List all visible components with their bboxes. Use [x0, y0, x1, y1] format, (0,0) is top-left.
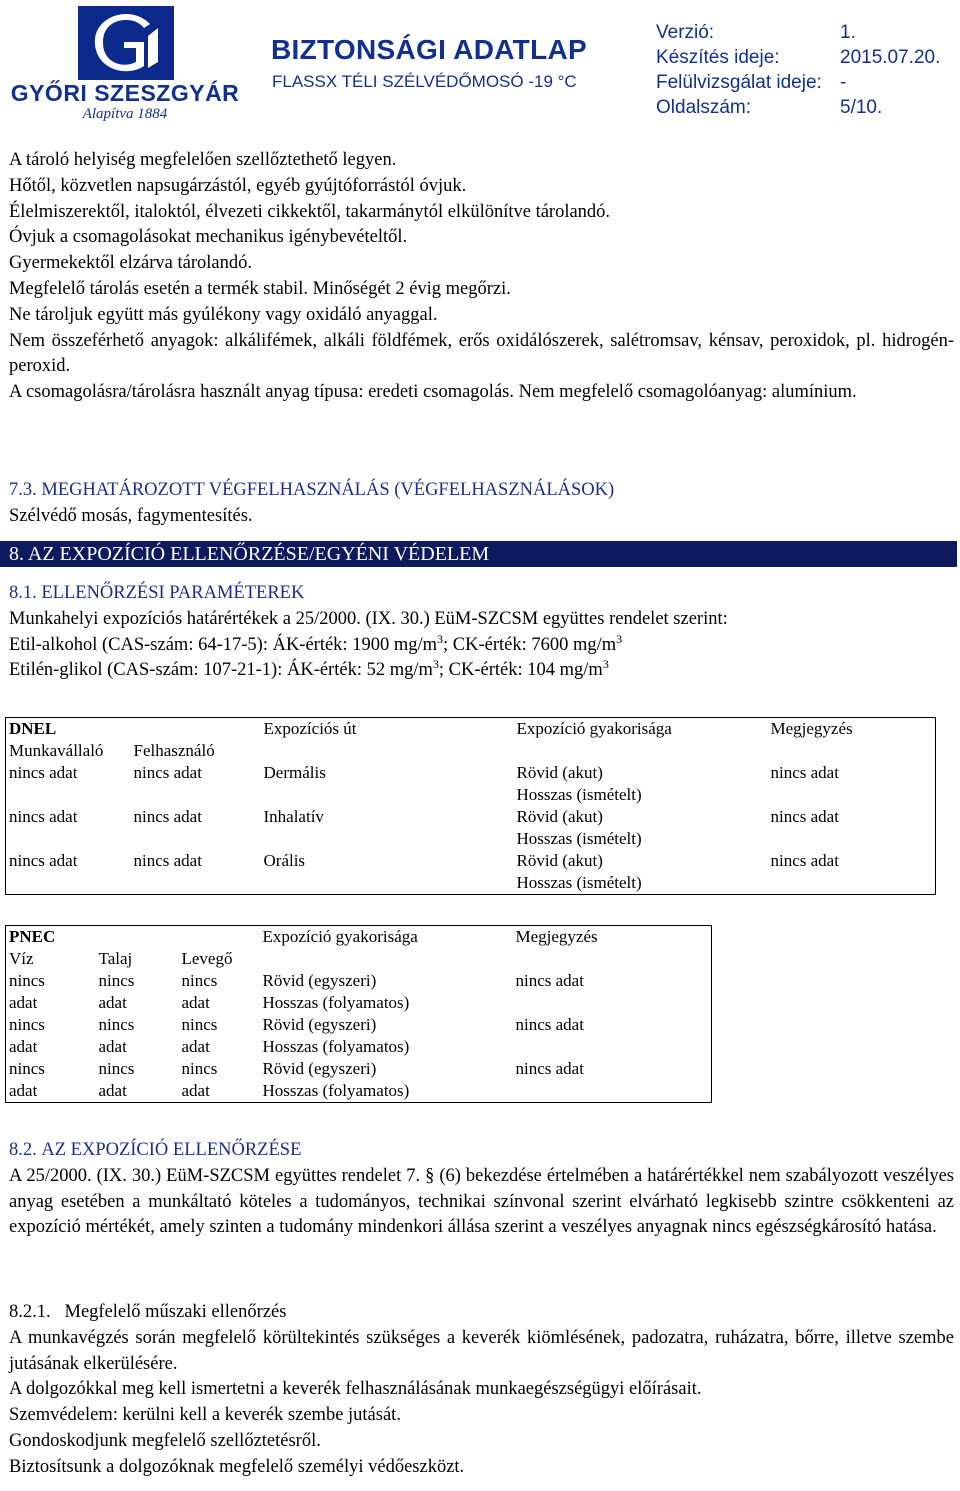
meta-revised: Felülvizsgálat ideje: - — [656, 72, 847, 93]
table-cell: nincs adat — [181, 1059, 218, 1100]
product-name: FLASSX TÉLI SZÉLVÉDŐMOSÓ -19 °C — [272, 72, 577, 91]
table-cell: Dermális — [263, 763, 326, 782]
table-cell: nincs adat — [770, 763, 839, 782]
logo-tagline: Alapítva 1884 — [82, 106, 168, 122]
table-cell: Inhalatív — [263, 807, 324, 826]
meta-created: Készítés ideje: 2015.07.20. — [656, 47, 941, 68]
engineering-control-line: Szemvédelem: kerülni kell a keverék szembe jutását. — [9, 1405, 401, 1426]
glycol-limits: Etilén-glikol (CAS-szám: 107-21-1): ÁK-érték: 52 $mg/m^3$; CK-érték: 104 $mg/m^3$ — [9, 657, 609, 681]
storage-line: Gyermekektől elzárva tárolandó. — [9, 253, 252, 274]
table-row — [6, 1014, 712, 1058]
storage-line: Megfelelő tárolás esetén a termék stabil. Minőségét 2 évig megőrzi. — [9, 278, 511, 299]
section-8-2-1-heading: 8.2.1. Megfelelő műszaki ellenőrzés — [9, 1302, 287, 1322]
dnel-table — [5, 717, 936, 895]
table-cell: nincs adat — [9, 1059, 45, 1100]
exposure-limits-intro: Munkahelyi expozíciós határértékek a 25/2000. (IX. 30.) EüM-SZCSM együttes rendelet szerint: — [9, 608, 728, 629]
dnel-header: DNEL — [9, 719, 57, 738]
table-cell: nincs adat — [9, 1015, 45, 1056]
soil-header: Talaj — [98, 949, 133, 968]
table-row — [6, 970, 712, 1014]
table-header-row — [6, 926, 712, 949]
air-header: Levegő — [181, 949, 233, 968]
table-cell: nincs adat — [770, 851, 839, 870]
table-cell: Rövid (egyszeri) Hosszas (folyamatos) — [262, 971, 410, 1012]
frequency-header: Expozíció gyakorisága — [262, 927, 418, 946]
table-cell: nincs adat — [98, 1015, 135, 1056]
logo-name: GYŐRI SZESZGYÁR — [10, 80, 240, 106]
section-8-2-heading: 8.2. AZ EXPOZÍCIÓ ELLENŐRZÉSE — [9, 1140, 302, 1160]
table-cell: Rövid (akut) Hosszas (ismételt) — [516, 807, 642, 848]
table-cell: nincs adat — [9, 763, 78, 782]
section-8-2 — [9, 1138, 954, 1241]
worker-header: Munkavállaló — [9, 741, 104, 760]
table-cell: Rövid (akut) Hosszas (ismételt) — [516, 851, 642, 892]
table-row — [6, 762, 936, 806]
storage-line: Óvjuk a csomagolásokat mechanikus igénybevételtől. — [9, 227, 408, 248]
meta-page: Oldalszám: 5/10. — [656, 97, 883, 118]
table-cell: Rövid (egyszeri) Hosszas (folyamatos) — [262, 1059, 410, 1100]
table-cell: nincs adat — [181, 1015, 218, 1056]
storage-line: Ne tároljuk együtt más gyúlékony vagy oxidáló anyaggal. — [9, 304, 438, 325]
section-8-1 — [9, 581, 954, 684]
section-7-3-heading: 7.3. MEGHATÁROZOTT VÉGFELHASZNÁLÁS (VÉGFELHASZNÁLÁSOK) — [9, 480, 615, 500]
logo-emblem-icon — [78, 6, 174, 80]
table-row — [6, 1058, 712, 1103]
table-cell: nincs adat — [9, 851, 78, 870]
table-cell: Rövid (akut) Hosszas (ismételt) — [516, 763, 642, 804]
engineering-control-line: Gondoskodjunk megfelelő szellőztetésről. — [9, 1430, 321, 1451]
storage-line: Hőtől, közvetlen napsugárzástól, egyéb gyújtóforrástól óvjuk. — [9, 175, 467, 196]
table-cell: nincs adat — [770, 807, 839, 826]
table-cell: Rövid (egyszeri) Hosszas (folyamatos) — [262, 1015, 410, 1056]
company-logo — [0, 0, 250, 128]
table-cell: nincs adat — [515, 1015, 584, 1034]
note-header: Megjegyzés — [515, 927, 598, 946]
section-8-1-heading: 8.1. ELLENŐRZÉSI PARAMÉTEREK — [9, 583, 305, 603]
pnec-header: PNEC — [9, 927, 56, 946]
storage-conditions — [9, 148, 954, 406]
table-cell: Orális — [263, 851, 306, 870]
pnec-table — [5, 925, 712, 1103]
table-subheader-row — [6, 948, 712, 970]
engineering-control-line: Biztosítsunk a dolgozóknak megfelelő személyi védőeszközt. — [9, 1456, 465, 1477]
table-row — [6, 806, 936, 850]
water-header: Víz — [9, 949, 34, 968]
section-7-3 — [9, 478, 954, 530]
table-cell: nincs adat — [133, 851, 202, 870]
user-header: Felhasználó — [133, 741, 215, 760]
table-header-row — [6, 718, 936, 741]
logo-emblem — [78, 6, 174, 80]
table-cell: nincs adat — [133, 763, 202, 782]
table-cell: nincs adat — [133, 807, 202, 826]
frequency-header: Expozíció gyakorisága — [516, 719, 672, 738]
storage-line: A tároló helyiség megfelelően szellőztethető legyen. — [9, 150, 397, 170]
route-header: Expozíciós út — [263, 719, 357, 738]
table-cell: nincs adat — [181, 971, 218, 1012]
document-title: BIZTONSÁGI ADATLAP — [271, 34, 587, 65]
section-8-2-1 — [9, 1300, 954, 1481]
note-header: Megjegyzés — [770, 719, 853, 738]
ethanol-limits: Etil-alkohol (CAS-szám: 64-17-5): ÁK-érték: 1900 $mg/m^3$; CK-érték: 7600 $mg/m^3$ — [9, 631, 623, 655]
table-cell: nincs adat — [515, 1059, 584, 1078]
table-subheader-row — [6, 740, 936, 762]
table-cell: nincs adat — [98, 971, 135, 1012]
table-cell: nincs adat — [9, 971, 45, 1012]
meta-version: Verzió: 1. — [656, 22, 856, 43]
document-meta — [656, 20, 940, 120]
section-7-3-text: Szélvédő mosás, fagymentesítés. — [9, 505, 253, 526]
table-cell: nincs adat — [98, 1059, 135, 1100]
engineering-control-line: A munkavégzés során megfelelő körültekintés szükséges a keverék kiömlésének, padozatra, ruházatra, bőrre, illetve szembe jutásának elkerülésére. — [9, 1327, 954, 1374]
storage-line: A csomagolásra/tárolásra használt anyag típusa: eredeti csomagolás. Nem megfelelő csomagolóanyag: alumínium. — [9, 382, 857, 403]
table-cell: nincs adat — [515, 971, 584, 990]
storage-line: Élelmiszerektől, italoktól, élvezeti cikkektől, takarmánytól elkülönítve tárolandó. — [9, 201, 611, 222]
table-row — [6, 850, 936, 895]
section-8-2-text: A 25/2000. (IX. 30.) EüM-SZCSM együttes rendelet 7. § (6) bekezdése értelmében a határértékkel nem szabályozott veszélyes anyag esetében a munkáltató köteles a tudományos, technikai színvonal szerint elvárható legkisebb szintre csökkenteni az expozíció mértékét, amely szinten a tudomány mindenkori állása szerint a veszélyes anyagnak nincs egészségkárosító hatása. — [9, 1165, 954, 1238]
storage-line: Nem összeférhető anyagok: alkálifémek, alkáli földfémek, erős oxidálószerek, salétromsav, kénsav, peroxidok, pl. hidrogén-peroxid. — [9, 330, 954, 377]
engineering-control-line: A dolgozókkal meg kell ismertetni a keverék felhasználásának munkaegészségügyi előírásait. — [9, 1379, 702, 1400]
section-8-heading: 8. AZ EXPOZÍCIÓ ELLENŐRZÉSE/EGYÉNI VÉDELEM — [0, 541, 957, 567]
table-cell: nincs adat — [9, 807, 78, 826]
